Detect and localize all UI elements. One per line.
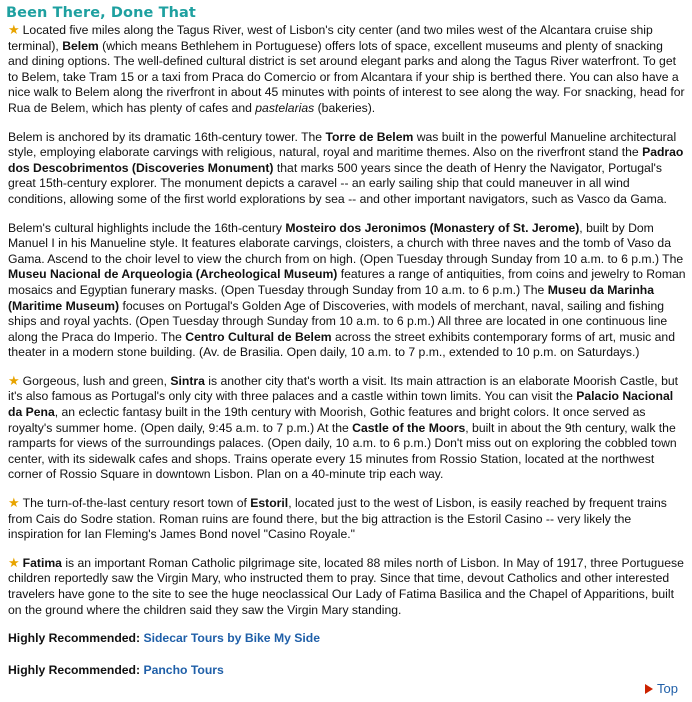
place-name-estoril: Estoril — [250, 496, 289, 511]
page-title: Been There, Done That — [6, 5, 196, 21]
paragraph-belem-tower — [8, 130, 686, 208]
place-name-centro-cultural: Centro Cultural de Belem — [185, 329, 332, 344]
text: , an eclectic fantasy built in the 19th century with Moorish, Gothic features and bright colors. It once served as royalty's summer home. (Open daily, 9:45 a.m. to 7 p.m.) At the — [8, 405, 646, 435]
place-name-torre: Torre de Belem — [325, 129, 414, 144]
text: Gorgeous, lush and green, — [22, 373, 171, 388]
paragraph-sintra — [8, 374, 686, 483]
text: (which means Bethlehem in Portuguese) offers lots of space, excellent museums and plenty of snacking and dining options. The well-defined cultural district is set around elegant parks and along the Tagus River waterfront. To get to Belem, take Tram 15 or a taxi from Praca do Comercio or from Alcantara if your ship is berthed there. You can also have a nice walk to Belem along the riverfront in about 45 minutes with points of interest to see along the way. For snacking, head for Rua de Belem, which has plenty of cafes and — [8, 38, 685, 115]
paragraph-estoril — [8, 496, 686, 543]
text: , built in about the 9th century, walk the ramparts for views of the surroundings palaces. (Open daily, 10 a.m. to 6 p.m.) Don't miss out on exploring the cobbled town center, with its sidewalk cafes and shops. Trains operate every 15 minutes from Rossio Station, located at the northwest corner of Rossio Square in downtown Lisbon. Plan on a 40-minute trip each way. — [8, 420, 677, 482]
text: Belem's cultural highlights include the 16th-century — [8, 220, 286, 235]
text: Belem is anchored by its dramatic 16th-century tower. The — [8, 129, 326, 144]
star-icon: ★ — [8, 22, 20, 37]
paragraph-belem-culture — [8, 221, 686, 361]
recommendation-sidecar — [8, 631, 686, 647]
back-to-top-link[interactable] — [645, 681, 678, 697]
place-name-marinha: Museu da Marinha (Maritime Museum) — [8, 282, 655, 313]
triangle-right-icon — [645, 684, 653, 694]
text: , built by Dom Manuel I in his Manueline style. It features elaborate carvings, cloisters, a church with three naves and the tomb of Vaso da Gama. Ascend to the choir level to view the church from on high. (Open Tuesday through Sunday from 10 a.m. to 6 p.m.) The — [8, 220, 684, 266]
place-name-padrao: Padrao dos Descobrimentos (Discoveries Monument) — [8, 145, 684, 175]
recommendation-label: Highly Recommended: — [8, 662, 141, 677]
paragraph-fatima — [8, 556, 686, 618]
text: that marks 500 years since the death of Henry the Navigator, Portugal's great 15th-century explorer. The monument depicts a caravel -- an early sailing ship that could maneuver in all wind conditions, allowing some of the first world explorations by sea -- and other important navigators, such as Vasco da Gama. — [8, 160, 667, 206]
text: focuses on Portugal's Golden Age of Discoveries, with models of merchant, naval, sailing and fishing ships and royal yachts. (Open Tuesday through Sunday from 10 a.m. to 6 p.m.) All three are located in one continuous line along the Praca do Imperio. The — [8, 298, 668, 344]
top-link-label: Top — [657, 681, 678, 697]
place-name-belem: Belem — [62, 38, 99, 53]
text: features a range of antiquities, from coins and jewelry to Roman mosaics and Egyptian funerary masks. (Open Tuesday through Sunday from 10 a.m. to 6 p.m.) The — [8, 267, 686, 297]
paragraph-belem-intro — [8, 23, 686, 117]
place-name-sintra: Sintra — [170, 373, 205, 388]
place-name-pena: Palacio Nacional da Pena — [8, 389, 674, 420]
place-name-fatima: Fatima — [22, 555, 62, 570]
text: (bakeries). — [314, 100, 376, 115]
star-icon: ★ — [8, 372, 20, 388]
place-name-mosteiro: Mosteiro dos Jeronimos (Monastery of St. Jerome) — [285, 220, 580, 235]
text: across the street exhibits contemporary forms of art, music and theater in a modern stone building. (Av. de Brasilia. Open daily, 10 a.m. to 7 p.m., extended to 10 p.m. on Saturdays.) — [8, 329, 675, 360]
recommendation-pancho — [8, 663, 686, 679]
link-sidecar-tours[interactable]: Sidecar Tours by Bike My Side — [143, 631, 321, 646]
text: Located five miles along the Tagus River, west of Lisbon's city center (and two miles west of the Alcantara cruise ship terminal), — [8, 23, 653, 53]
text: is an important Roman Catholic pilgrimage site, located 88 miles north of Lisbon. In May of 1917, three Portuguese children reportedly saw the Virgin Mary, who instructed them to pray. Since that time, devout Catholics and other interested travelers have gone to the site to see the huge neoclassical Our Lady of Fatima Basilica and the Chapel of Apparitions, built on the ground where the children said they saw the Virgin Mary standing. — [8, 555, 684, 617]
text: is another city that's worth a visit. Its main attraction is an elaborate Moorish Castle, but it's also famous as Portugal's only city with three palaces and a castle within town limits. You can visit the — [8, 373, 679, 404]
link-pancho-tours[interactable]: Pancho Tours — [143, 662, 224, 677]
star-icon: ★ — [8, 495, 20, 511]
place-name-arqueologia: Museu Nacional de Arqueologia (Archeological Museum) — [8, 267, 338, 282]
text: was built in the powerful Manueline architectural style, employing elaborate carvings with religious, natural, royal and maritime themes. Also on the riverfront stand the — [8, 129, 677, 160]
text: The turn-of-the-last century resort town of — [22, 496, 251, 511]
text: , located just to the west of Lisbon, is easily reached by frequent trains from Cais do Sodre station. Roman ruins are found there, but the big attraction is the Estoril Casino -- very likely the inspiration for Ian Fleming's James Bond novel "Casino Royale." — [8, 496, 667, 542]
star-icon: ★ — [8, 554, 20, 570]
italic-term: pastelarias — [255, 100, 315, 115]
place-name-moors: Castle of the Moors — [352, 420, 466, 435]
recommendation-label: Highly Recommended: — [8, 631, 141, 646]
